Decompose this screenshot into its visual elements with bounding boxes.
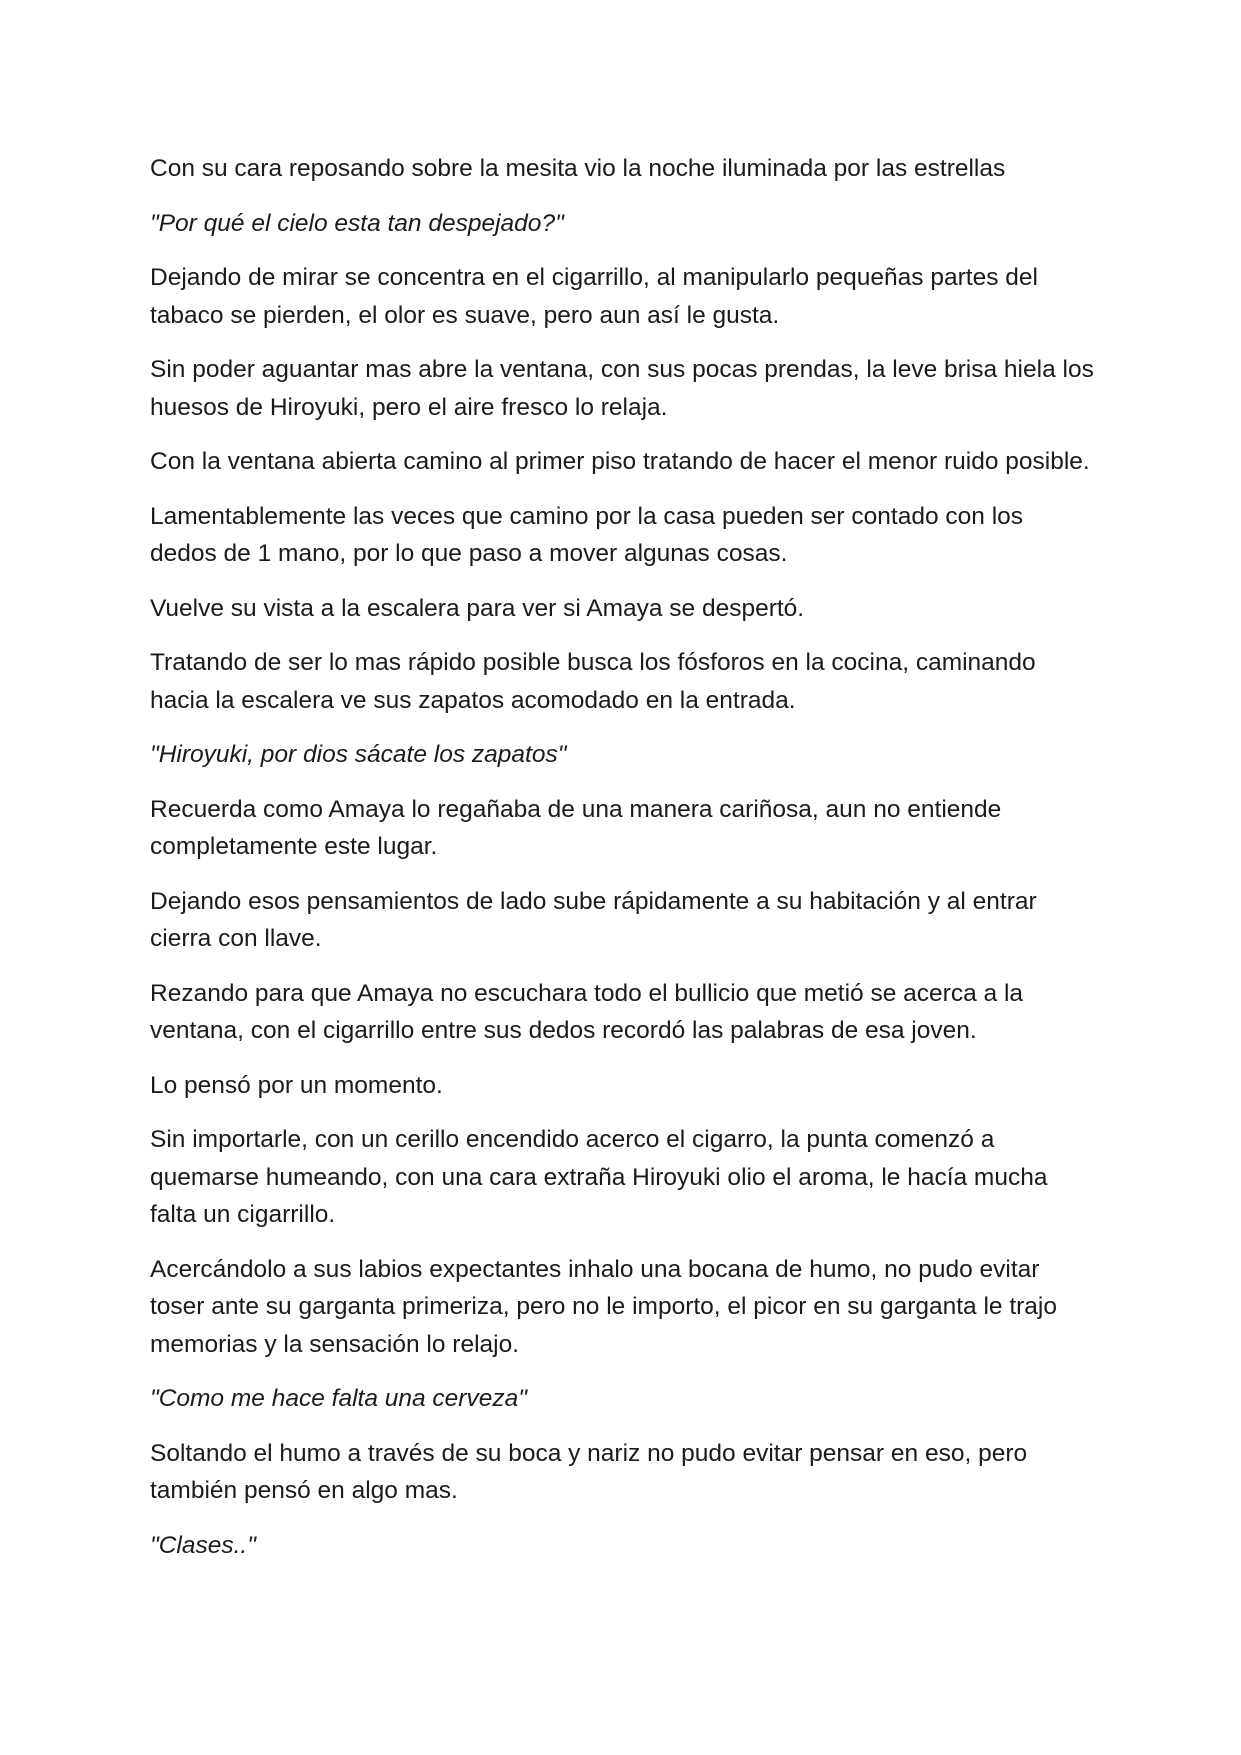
paragraph: Recuerda como Amaya lo regañaba de una manera cariñosa, aun no entiende completamente este lugar. <box>150 795 1002 860</box>
dialogue-line: "Hiroyuki, por dios sácate los zapatos" <box>150 741 567 768</box>
paragraph: Tratando de ser lo mas rápido posible busca los fósforos en la cocina, caminando hacia la escalera ve sus zapatos acomodado en la entrada. <box>150 649 1036 714</box>
paragraph: Con su cara reposando sobre la mesita vio la noche iluminada por las estrellas <box>150 155 1006 182</box>
paragraph: Sin importarle, con un cerillo encendido acerco el cigarro, la punta comenzó a quemarse humeando, con una cara extraña Hiroyuki olio el aroma, le hacía mucha falta un cigarrillo. <box>150 1126 1048 1228</box>
paragraph: Dejando esos pensamientos de lado sube rápidamente a su habitación y al entrar cierra con llave. <box>150 887 1037 952</box>
paragraph: Lamentablemente las veces que camino por la casa pueden ser contado con los dedos de 1 mano, por lo que paso a mover algunas cosas. <box>150 502 1024 567</box>
paragraph: Soltando el humo a través de su boca y nariz no pudo evitar pensar en eso, pero también pensó en algo mas. <box>150 1439 1028 1504</box>
paragraph: Acercándolo a sus labios expectantes inhalo una bocana de humo, no pudo evitar toser ante su garganta primeriza, pero no le importo, el picor en su garganta le trajo memorias y la sensación lo relajo. <box>150 1255 1058 1358</box>
paragraph: Lo pensó por un momento. <box>150 1071 443 1099</box>
paragraph: Con la ventana abierta camino al primer piso tratando de hacer el menor ruido posible. <box>150 448 1090 475</box>
paragraph: Dejando de mirar se concentra en el cigarrillo, al manipularlo pequeñas partes del tabaco se pierden, el olor es suave, pero aun así le gusta. <box>150 264 1038 329</box>
dialogue-line: "Como me hace falta una cerveza" <box>150 1385 527 1412</box>
paragraph: Vuelve su vista a la escalera para ver si Amaya se despertó. <box>150 594 805 622</box>
dialogue-line: "Clases.." <box>150 1531 256 1559</box>
dialogue-line: "Por qué el cielo esta tan despejado?" <box>150 209 564 237</box>
paragraph: Sin poder aguantar mas abre la ventana, con sus pocas prendas, la leve brisa hiela los huesos de Hiroyuki, pero el aire fresco lo relaja. <box>150 356 1094 421</box>
page-body-text <box>150 150 1095 1581</box>
paragraph: Rezando para que Amaya no escuchara todo el bullicio que metió se acerca a la ventana, con el cigarrillo entre sus dedos recordó las palabras de esa joven. <box>150 979 1024 1044</box>
